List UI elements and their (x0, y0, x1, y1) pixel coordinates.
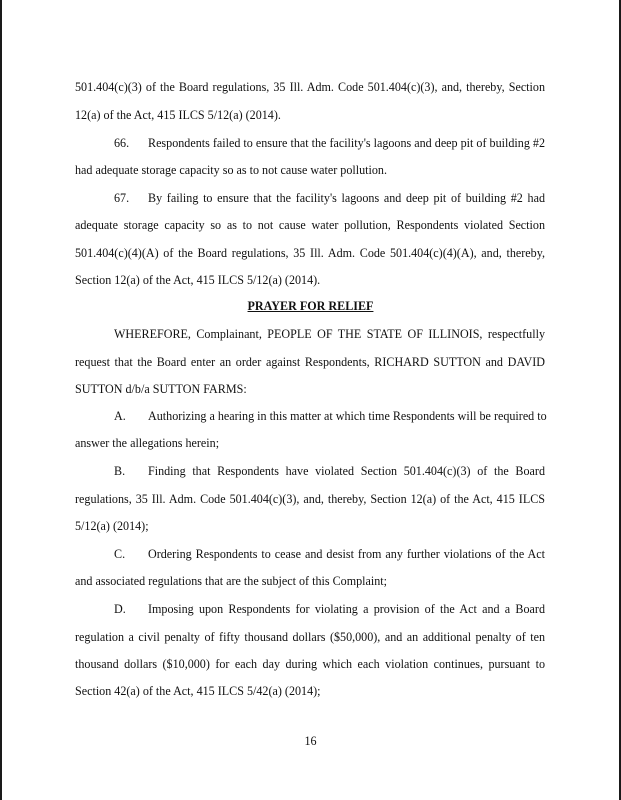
item-a-line-1: Authorizing a hearing in this matter at which time Respondents will be required to (148, 409, 547, 423)
item-c-line-2: and associated regulations that are the subject of this Complaint; (75, 574, 388, 588)
item-c-line-1: Ordering Respondents to cease and desist from any further violations of the Act (148, 547, 545, 561)
item-d-line-3: thousand dollars ($10,000) for each day during which each violation continues, pursuant to (75, 657, 545, 671)
p66-number: 66. (114, 136, 130, 150)
wherefore-line-3: SUTTON d/b/a SUTTON FARMS: (75, 382, 247, 396)
p67-line-4: Section 12(a) of the Act, 415 ILCS 5/12(a) (2014). (75, 273, 321, 287)
item-b-line-1: Finding that Respondents have violated Section 501.404(c)(3) of the Board (148, 464, 545, 478)
section-heading (0, 299, 621, 313)
item-d-line-2: regulation a civil penalty of fifty thousand dollars ($50,000), and an additional penalty of ten (75, 630, 545, 644)
item-b-line-3: 5/12(a) (2014); (75, 519, 149, 533)
p66-line-2: had adequate storage capacity so as to not cause water pollution. (75, 163, 387, 177)
p67-line-2: adequate storage capacity so as to not cause water pollution, Respondents violated Section (75, 218, 545, 232)
p67-line-1: By failing to ensure that the facility's lagoons and deep pit of building #2 had (148, 191, 545, 205)
page-left-edge (0, 0, 2, 800)
p65-line-1: 501.404(c)(3) of the Board regulations, 35 Ill. Adm. Code 501.404(c)(3), and, thereby, Section (75, 80, 545, 94)
section-heading-text: PRAYER FOR RELIEF (247, 299, 374, 313)
item-a-line-2: answer the allegations herein; (75, 436, 220, 450)
page-number: 16 (304, 734, 317, 748)
p67-number: 67. (114, 191, 130, 205)
item-b-line-2: regulations, 35 Ill. Adm. Code 501.404(c)(3), and, thereby, Section 12(a) of the Act, 415 ILCS (75, 492, 545, 506)
item-b-label: B. (114, 464, 126, 478)
p66-line-1: Respondents failed to ensure that the facility's lagoons and deep pit of building #2 (148, 136, 545, 150)
p65-line-2: 12(a) of the Act, 415 ILCS 5/12(a) (2014). (75, 108, 281, 122)
item-d-line-1: Imposing upon Respondents for violating a provision of the Act and a Board (148, 602, 545, 616)
item-d-label: D. (114, 602, 126, 616)
item-a-label: A. (114, 409, 126, 423)
p67-line-3: 501.404(c)(4)(A) of the Board regulations, 35 Ill. Adm. Code 501.404(c)(4)(A), and, thereby, (75, 246, 545, 260)
wherefore-line-1: WHEREFORE, Complainant, PEOPLE OF THE STATE OF ILLINOIS, respectfully (114, 327, 545, 341)
item-c-label: C. (114, 547, 126, 561)
wherefore-line-2: request that the Board enter an order against Respondents, RICHARD SUTTON and DAVID (75, 355, 545, 369)
item-d-line-4: Section 42(a) of the Act, 415 ILCS 5/42(a) (2014); (75, 684, 321, 698)
